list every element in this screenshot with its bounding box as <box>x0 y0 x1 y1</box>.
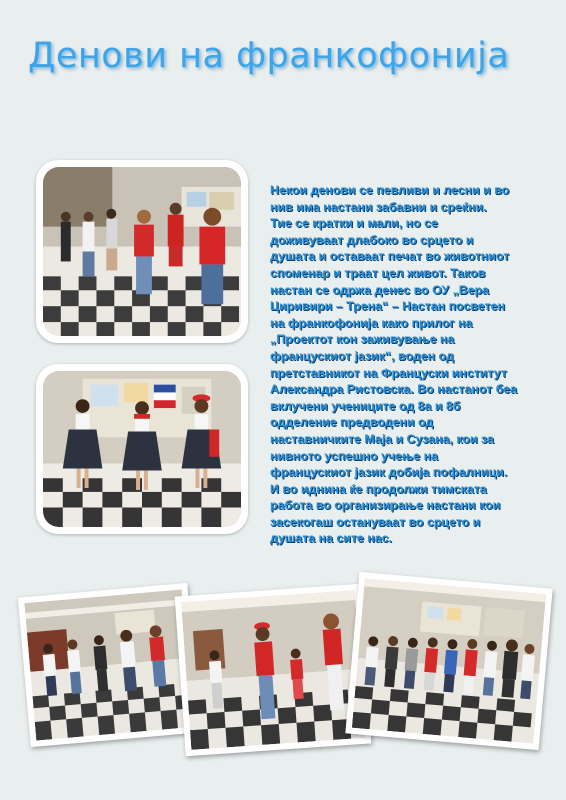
event-photo-2 <box>36 364 248 534</box>
page-title: Денови на франкофонија <box>28 36 510 76</box>
article-line: наставничките Маја и Сузана, кои за <box>270 431 494 446</box>
article-line: Циривири – Трена“ – Настан посветен <box>270 299 505 314</box>
dance-scene-image <box>43 167 241 336</box>
article-line: засекогаш остануваат во срцето и <box>270 514 481 529</box>
article-line: „Проектот кон заживување на <box>270 332 455 347</box>
event-photo-5 <box>345 572 552 750</box>
event-photo-3 <box>18 583 200 747</box>
article-line: вклучени учениците од 8а и 8б <box>270 398 461 413</box>
article-line: душата на сите нас. <box>270 531 392 546</box>
class-group-photo-image <box>352 578 546 743</box>
article-line: Александра Ристовска. Во настанот беа <box>270 382 518 397</box>
article-line: на франкофонија како прилог на <box>270 315 473 330</box>
article-line: настан се одржа денес во ОУ „Вера <box>270 282 490 297</box>
event-photo-4 <box>175 584 372 757</box>
article-line: францускиот јазик добија пофалници. <box>270 465 508 480</box>
article-line: душата и оставаат печат во животниот <box>270 249 510 264</box>
article-line: доживуваат длабоко во срцето и <box>270 232 474 247</box>
event-photo-1 <box>36 160 248 343</box>
article-line: францускиот јазик“, воден од <box>270 348 454 363</box>
article-line: одделение предводени од <box>270 415 434 430</box>
group-photo-image <box>24 589 193 740</box>
costume-dance-image <box>43 371 241 527</box>
article-line: И во иднина ќе продолжи тимската <box>270 481 487 496</box>
dancers-photo-image <box>181 590 365 750</box>
article-line: споменар и траат цел живот. Таков <box>270 265 486 280</box>
article-line: претставникот на Француски институт <box>270 365 507 380</box>
article-line: нивното успешно учење на <box>270 448 438 463</box>
article-line: Тие се кратки и мали, но се <box>270 216 438 231</box>
article-line: работа во организирање настани кои <box>270 498 501 513</box>
article-line: Некои денови се певливи и лесни и во <box>270 183 510 197</box>
article-line: нив има настани забавни и среќни. <box>270 199 487 214</box>
article-text <box>270 182 532 547</box>
